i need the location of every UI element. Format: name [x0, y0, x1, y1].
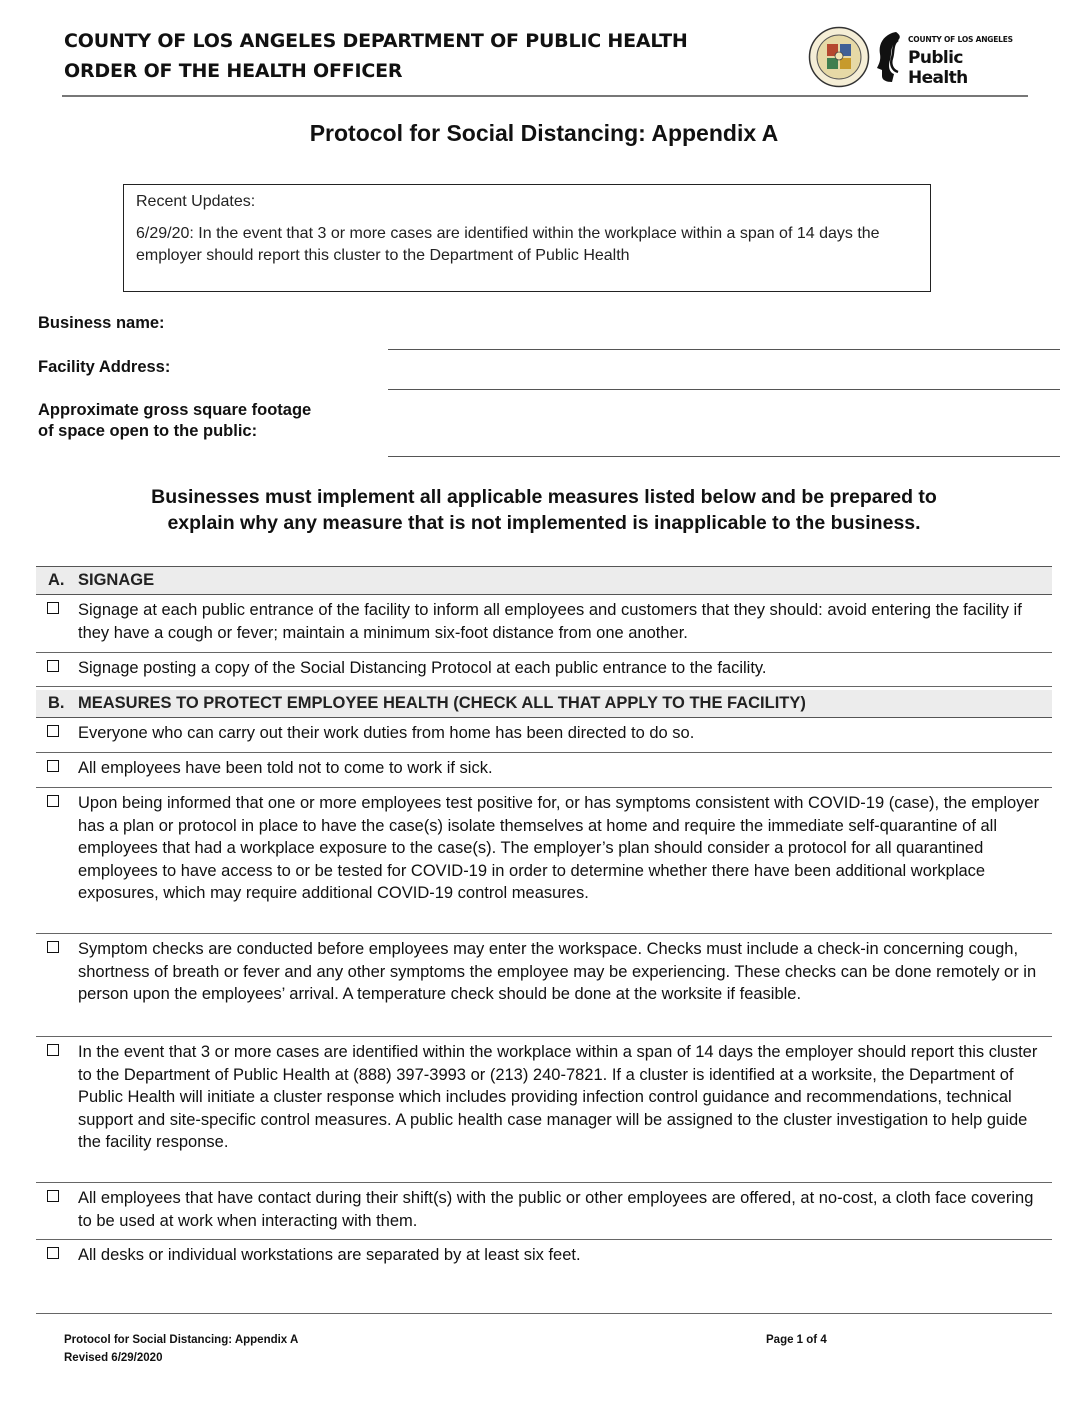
section-a-letter: A. [48, 571, 65, 589]
recent-updates-text: 6/29/20: In the event that 3 or more cases are identified within the workplace within a span of 14 days the employer should report this cluster to the Department of Public Health [136, 225, 880, 264]
checklist-item-text: All employees have been told not to come to work if sick. [78, 759, 493, 777]
facility-address-field[interactable] [388, 389, 1060, 390]
checklist-item-text: Everyone who can carry out their work duties from home has been directed to do so. [78, 724, 695, 742]
recent-updates-label: Recent Updates: [136, 193, 256, 210]
profile-silhouette-icon [876, 30, 910, 84]
page-title: Protocol for Social Distancing: Appendix A [309, 120, 779, 146]
checklist-item [36, 934, 1052, 1037]
square-footage-label-line1: Approximate gross square footage [38, 401, 312, 419]
checklist-item [36, 1037, 1052, 1183]
public-health-logo [876, 30, 1026, 86]
checklist-item [36, 1240, 1052, 1274]
section-a-title: SIGNAGE [78, 571, 155, 589]
checkbox[interactable] [47, 1044, 59, 1056]
footer-page-number: Page 1 of 4 [766, 1334, 827, 1346]
checklist-item-text: In the event that 3 or more cases are identified within the workplace within a span of 14 days the employer should report this cluster to the Department of Public Health at (888) 397-3993 or (213) 240-7821. If a cluster is identified at a worksite, the Department of Public Health will initiate a cluster response which includes providing infection control guidance and recommendations, technical support and site-specific control measures. A public health case manager will be assigned to the cluster investigation to help guide the facility response. [78, 1043, 1038, 1151]
logo-county-text: COUNTY OF LOS ANGELES [908, 35, 1013, 44]
county-seal-logo [808, 26, 870, 88]
checkbox[interactable] [47, 760, 59, 772]
footer-doc-title: Protocol for Social Distancing: Appendix A [64, 1334, 299, 1346]
header-divider [62, 95, 1028, 97]
square-footage-field[interactable] [388, 456, 1060, 457]
business-name-field[interactable] [388, 349, 1060, 350]
checklist-item-text: All employees that have contact during their shift(s) with the public or other employees are offered, at no-cost, a cloth face covering to be used at work when interacting with them. [78, 1189, 1034, 1230]
checklist-item [36, 788, 1052, 934]
implementation-notice [0, 484, 1088, 536]
section-signage [36, 566, 1052, 687]
checklist-item [36, 753, 1052, 788]
header-department: COUNTY OF LOS ANGELES DEPARTMENT OF PUBLIC HEALTH [64, 30, 688, 52]
checklist-item [36, 595, 1052, 653]
checklist-item-text: Symptom checks are conducted before employees may enter the workspace. Checks must include a check-in concerning cough, shortness of breath or fever and any other symptoms the employee may be experiencing. These checks can be done remotely or in person upon the employees’ arrival. A temperature check should be done at the worksite if feasible. [78, 940, 1037, 1003]
section-a-header [36, 566, 1052, 595]
recent-updates-box [123, 184, 931, 292]
footer-divider [36, 1313, 1052, 1314]
logo-public-health-text: Public Health [908, 48, 968, 88]
business-name-label: Business name: [38, 314, 165, 332]
checklist-item [36, 718, 1052, 753]
checklist-item-text: All desks or individual workstations are separated by at least six feet. [78, 1246, 581, 1264]
section-b-header [36, 690, 1052, 718]
square-footage-label [38, 400, 311, 442]
checkbox[interactable] [47, 941, 59, 953]
checklist-item [36, 653, 1052, 687]
checkbox[interactable] [47, 602, 59, 614]
checkbox[interactable] [47, 1190, 59, 1202]
section-employee-health [36, 690, 1052, 1274]
checklist-item-text: Signage posting a copy of the Social Distancing Protocol at each public entrance to the facility. [78, 659, 767, 677]
checkbox[interactable] [47, 1247, 59, 1259]
notice-line1: Businesses must implement all applicable measures listed below and be prepared to [151, 486, 937, 508]
facility-address-label: Facility Address: [38, 358, 171, 376]
section-b-letter: B. [48, 694, 65, 712]
checkbox[interactable] [47, 660, 59, 672]
footer-revised-date: Revised 6/29/2020 [64, 1352, 163, 1364]
checkbox[interactable] [47, 725, 59, 737]
header-order: ORDER OF THE HEALTH OFFICER [64, 60, 403, 82]
checklist-item-text: Signage at each public entrance of the facility to inform all employees and customers that they should: avoid entering the facility if they have a cough or fever; maintain a minimum six-foot distance from one another. [78, 601, 1022, 642]
square-footage-label-line2: of space open to the public: [38, 422, 258, 440]
notice-line2: explain why any measure that is not implemented is inapplicable to the business. [167, 512, 921, 534]
section-b-title: MEASURES TO PROTECT EMPLOYEE HEALTH (CHECK ALL THAT APPLY TO THE FACILITY) [78, 694, 806, 712]
checklist-item-text: Upon being informed that one or more employees test positive for, or has symptoms consistent with COVID-19 (case), the employer has a plan or protocol in place to have the case(s) isolate themselves at home and require the immediate self-quarantine of all employees that had a workplace exposure to the case(s). The employer’s plan should consider a protocol for all quarantined employees to have access to or be tested for COVID-19 in order to determine whether there have been additional workplace exposures, which may require additional COVID-19 control measures. [78, 794, 1040, 902]
checkbox[interactable] [47, 795, 59, 807]
checklist-item [36, 1183, 1052, 1240]
